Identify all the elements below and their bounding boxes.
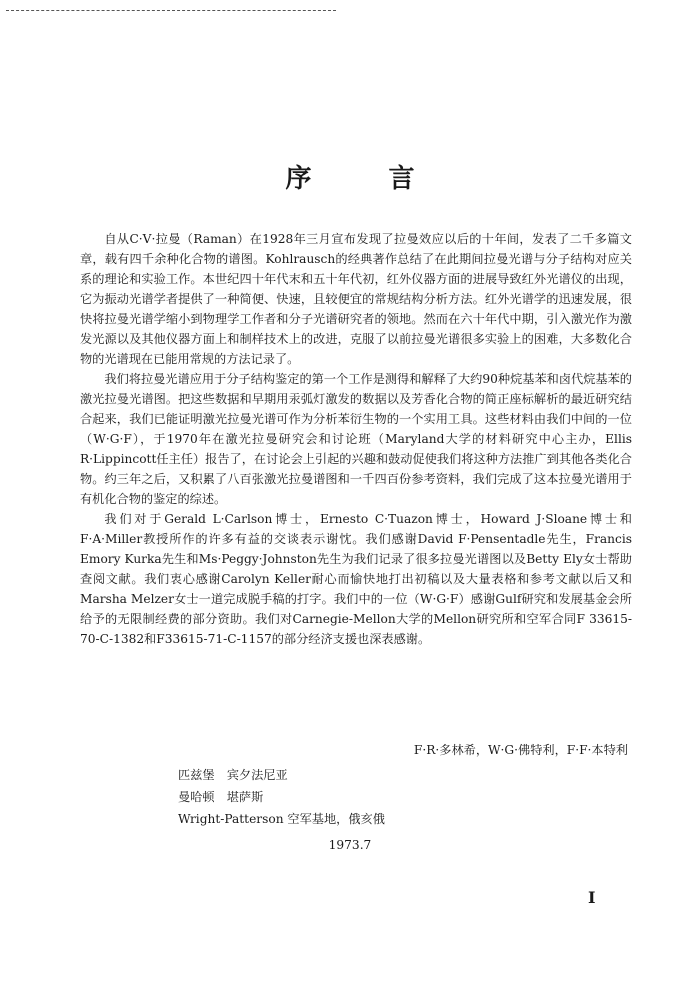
signature-locations — [178, 764, 385, 830]
page-title: 序 言 — [285, 164, 449, 194]
paragraph-acknowledgements: 我们对于Gerald L·Carlson博士，Ernesto C·Tuazon博士，Howard J·Sloane博士和F·A·Miller教授所作的许多有益的交谈表示谢忱。我们感谢David F·Pensentadle先生，Francis Emory Kurka先生和Ms·Peggy·Johnston先生为我们记录了很多拉曼光谱图以及Betty Ely女士帮助查阅文献。我们衷心感谢Carolyn Keller耐心而愉快地打出初稿以及大量表格和参考文献以后又和Marsha Melzer女士一道完成脱手稿的打字。我们中的一位（W·G·F）感谢Gulf研究和发展基金会所给予的无限制经费的部分资助。我们对Carnegie-Mellon大学的Mellon研究所和空军合同F 33615-70-C-1382和F33615-71-C-1157的部分经济支援也深表感谢。 — [80, 512, 632, 646]
location-pittsburgh: 匹兹堡 宾夕法尼亚 — [178, 768, 288, 782]
page-number: I — [588, 888, 596, 907]
signature-authors: F·R·多林希，W·G·佛特利，F·F·本特利 — [413, 743, 628, 757]
location-wright-patterson: Wright-Patterson 空军基地，俄亥俄 — [178, 812, 385, 826]
preface-date: 1973.7 — [328, 838, 372, 852]
paragraph-history: 自从C·V·拉曼（Raman）在1928年三月宣布发现了拉曼效应以后的十年间，发表了二千多篇文章，载有四千余种化合物的谱图。Kohlrausch的经典著作总结了在此期间拉曼光谱与分子结构对应关系的理论和实验工作。本世纪四十年代末和五十年代初，红外仪器方面的进展导致红外光谱仪的出现，它为振动光谱学者提供了一种简便、快速，且较便宜的常规结构分析方法。红外光谱学的迅速发展，很快将拉曼光谱学缩小到物理学工作者和分子光谱研究者的领地。然而在六十年代中期，引入激光作为激发光源以及其他仪器方面上和制样技术上的改进，克服了以前拉曼光谱很多实验上的困难，大多数化合物的光谱现在已能用常规的方法记录了。 — [80, 232, 632, 366]
location-manhattan: 曼哈顿 堪萨斯 — [178, 790, 264, 804]
paragraph-work: 我们将拉曼光谱应用于分子结构鉴定的第一个工作是测得和解释了大约90种烷基苯和卤代烷基苯的激光拉曼光谱图。把这些数据和早期用汞弧灯激发的数据以及芳香化合物的简正座标解析的最近研究结合起来，我们已能证明激光拉曼光谱可作为分析苯衍生物的一个实用工具。这些材料由我们中间的一位（W·G·F），于1970年在激光拉曼研究会和讨论班（Maryland大学的材料研究中心主办，Ellis R·Lippincott任主任）报告了，在讨论会上引起的兴趣和鼓动促使我们将这种方法推广到其他各类化合物。约三年之后，又积累了八百张激光拉曼谱图和一千四百份参考资料，我们完成了这本拉曼光谱用于有机化合物的鉴定的综述。 — [80, 372, 632, 506]
top-dashed-rule — [6, 10, 336, 11]
preface-body — [80, 229, 632, 649]
